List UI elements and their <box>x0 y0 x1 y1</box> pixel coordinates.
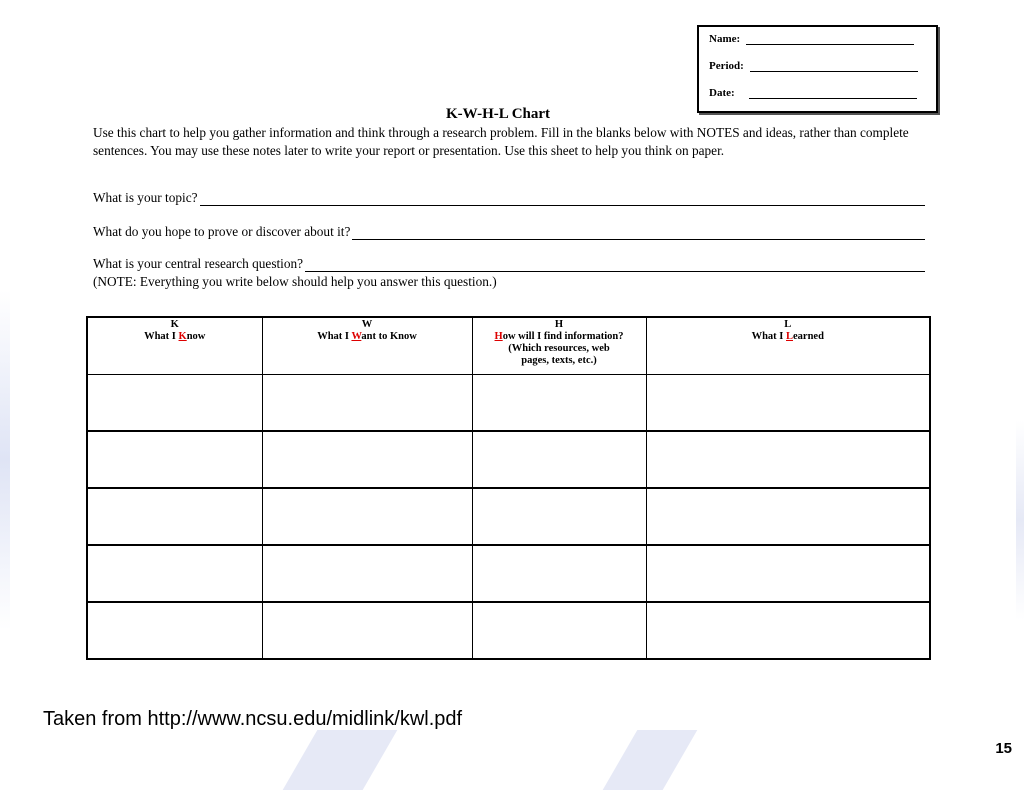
column-header-l <box>646 317 930 375</box>
table-row <box>87 488 930 545</box>
cell-w[interactable] <box>262 488 472 545</box>
column-label-pre: What I <box>144 331 179 342</box>
column-header-k <box>87 317 262 375</box>
cell-k[interactable] <box>87 431 262 488</box>
column-label-post: now <box>186 331 206 342</box>
cell-w[interactable] <box>262 431 472 488</box>
column-label-pre: What I <box>751 331 786 342</box>
period-label: Period: <box>709 60 744 72</box>
column-label-post: ant to Know <box>361 331 417 342</box>
date-field[interactable] <box>749 87 917 99</box>
kwhl-table <box>86 316 931 660</box>
date-label: Date: <box>709 87 735 99</box>
period-row <box>709 60 918 72</box>
column-label-highlight: W <box>351 331 362 342</box>
cell-l[interactable] <box>646 545 930 602</box>
cell-h[interactable] <box>472 431 646 488</box>
column-letter: W <box>361 319 373 330</box>
topic-question <box>93 190 925 206</box>
cell-w[interactable] <box>262 602 472 659</box>
column-header-w <box>262 317 472 375</box>
cell-l[interactable] <box>646 488 930 545</box>
cell-l[interactable] <box>646 375 930 432</box>
student-info-box <box>697 25 938 113</box>
page-title: K-W-H-L Chart <box>446 106 551 122</box>
column-letter: L <box>784 319 792 330</box>
date-row <box>709 87 917 99</box>
cell-h[interactable] <box>472 602 646 659</box>
name-field[interactable] <box>746 33 914 45</box>
source-citation: Taken from http://www.ncsu.edu/midlink/kwl.pdf <box>43 708 463 730</box>
cell-l[interactable] <box>646 431 930 488</box>
instructions-text: Use this chart to help you gather information and think through a research problem. Fill in the blanks below with NOTES and ideas, rather than complete sentences. You may use these notes later to write your report or presentation. Use this sheet to help you think on paper. <box>93 125 909 158</box>
table-row <box>87 545 930 602</box>
cell-w[interactable] <box>262 375 472 432</box>
slide-number: 15 <box>995 740 1012 757</box>
central-question <box>93 256 925 272</box>
background-decoration <box>283 730 398 790</box>
central-answer-line[interactable] <box>305 258 925 272</box>
topic-answer-line[interactable] <box>200 192 926 206</box>
cell-h[interactable] <box>472 488 646 545</box>
table-row <box>87 602 930 659</box>
column-label-post: ow will I find information? <box>502 331 624 342</box>
central-question-label: What is your central research question? <box>93 256 304 271</box>
column-label-highlight: K <box>178 331 187 342</box>
cell-h[interactable] <box>472 545 646 602</box>
cell-l[interactable] <box>646 602 930 659</box>
name-row <box>709 33 914 45</box>
column-header-h <box>472 317 646 375</box>
background-decoration <box>603 730 698 790</box>
column-label-post: earned <box>793 331 824 342</box>
column-label-pre: What I <box>317 331 352 342</box>
prove-question <box>93 224 925 240</box>
period-field[interactable] <box>750 60 918 72</box>
table-row <box>87 375 930 432</box>
column-label-highlight: L <box>786 331 794 342</box>
cell-k[interactable] <box>87 488 262 545</box>
prove-question-label: What do you hope to prove or discover about it? <box>93 224 351 239</box>
cell-k[interactable] <box>87 602 262 659</box>
note-text: (NOTE: Everything you write below should help you answer this question.) <box>93 274 497 289</box>
topic-question-label: What is your topic? <box>93 190 198 205</box>
column-letter: K <box>170 319 179 330</box>
column-letter: H <box>554 319 564 330</box>
prove-answer-line[interactable] <box>352 226 925 240</box>
column-label-extra: (Which resources, web pages, texts, etc.) <box>508 343 610 366</box>
kwhl-header-row <box>87 317 930 375</box>
cell-w[interactable] <box>262 545 472 602</box>
cell-h[interactable] <box>472 375 646 432</box>
name-label: Name: <box>709 33 741 45</box>
table-row <box>87 431 930 488</box>
cell-k[interactable] <box>87 545 262 602</box>
column-label-highlight: H <box>494 331 503 342</box>
kwhl-table-body <box>87 375 930 660</box>
cell-k[interactable] <box>87 375 262 432</box>
